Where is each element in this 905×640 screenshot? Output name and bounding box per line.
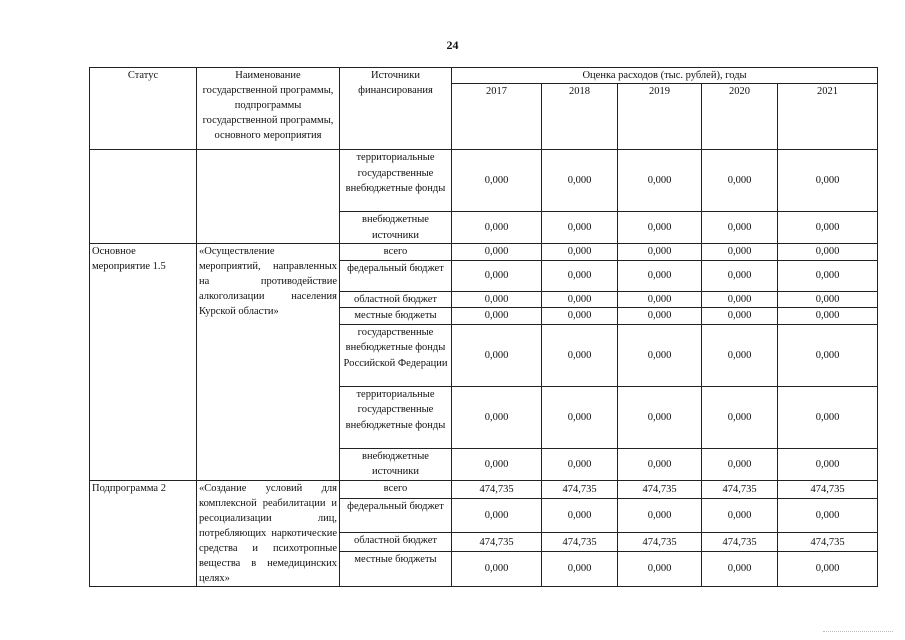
status-cell: Подпрограмма 2	[90, 480, 197, 586]
value-cell: 0,000	[702, 291, 778, 308]
value-cell: 0,000	[452, 212, 542, 244]
value-cell: 0,000	[702, 386, 778, 448]
value-cell: 0,000	[452, 498, 542, 533]
value-cell: 474,735	[542, 533, 618, 551]
value-cell: 474,735	[702, 480, 778, 498]
value-cell: 0,000	[618, 150, 702, 212]
header-estimate: Оценка расходов (тыс. рублей), годы	[452, 68, 878, 84]
value-cell: 0,000	[542, 324, 618, 386]
source-cell: областной бюджет	[340, 533, 452, 551]
value-cell: 0,000	[778, 386, 878, 448]
source-cell: местные бюджеты	[340, 308, 452, 325]
value-cell: 0,000	[618, 291, 702, 308]
header-status: Статус	[90, 68, 197, 150]
value-cell: 0,000	[452, 260, 542, 291]
header-year: 2017	[452, 84, 542, 150]
value-cell: 0,000	[542, 260, 618, 291]
value-cell: 474,735	[778, 480, 878, 498]
source-cell: территориальные государственные внебюджетные фонды	[340, 386, 452, 448]
value-cell: 0,000	[618, 244, 702, 261]
value-cell: 474,735	[702, 533, 778, 551]
value-cell: 0,000	[778, 551, 878, 586]
table-row	[90, 480, 878, 498]
header-sources: Источники финансирования	[340, 68, 452, 150]
page-number: 24	[446, 38, 459, 52]
header-year: 2018	[542, 84, 618, 150]
budget-table	[89, 67, 878, 587]
value-cell: 0,000	[452, 448, 542, 480]
value-cell: 0,000	[702, 448, 778, 480]
value-cell: 0,000	[542, 150, 618, 212]
value-cell: 0,000	[778, 308, 878, 325]
value-cell: 474,735	[618, 533, 702, 551]
value-cell: 0,000	[702, 551, 778, 586]
table-row	[90, 150, 878, 212]
header-name: Наименование государственной программы, подпрограммы государственной программы, основного мероприятия	[197, 68, 340, 150]
value-cell: 0,000	[618, 260, 702, 291]
program-name-cell	[197, 150, 340, 244]
value-cell: 0,000	[702, 308, 778, 325]
value-cell: 0,000	[618, 386, 702, 448]
source-cell: внебюджетные источники	[340, 212, 452, 244]
value-cell: 0,000	[452, 308, 542, 325]
value-cell: 0,000	[778, 498, 878, 533]
source-cell: всего	[340, 480, 452, 498]
value-cell: 474,735	[778, 533, 878, 551]
program-name-cell: «Осуществление мероприятий, направленных на противодействие алкоголизации населения Курской области»	[197, 244, 340, 481]
value-cell: 0,000	[778, 291, 878, 308]
source-cell: территориальные государственные внебюджетные фонды	[340, 150, 452, 212]
source-cell: областной бюджет	[340, 291, 452, 308]
source-cell: внебюджетные источники	[340, 448, 452, 480]
value-cell: 0,000	[702, 212, 778, 244]
header-year: 2019	[618, 84, 702, 150]
value-cell: 0,000	[452, 244, 542, 261]
value-cell: 0,000	[702, 324, 778, 386]
value-cell: 0,000	[542, 386, 618, 448]
value-cell: 474,735	[452, 533, 542, 551]
value-cell: 0,000	[542, 551, 618, 586]
source-cell: государственные внебюджетные фонды Российской Федерации	[340, 324, 452, 386]
value-cell: 0,000	[702, 498, 778, 533]
value-cell: 0,000	[702, 260, 778, 291]
value-cell: 474,735	[542, 480, 618, 498]
value-cell: 0,000	[618, 212, 702, 244]
value-cell: 0,000	[778, 150, 878, 212]
value-cell: 0,000	[618, 551, 702, 586]
value-cell: 0,000	[542, 212, 618, 244]
value-cell: 0,000	[452, 324, 542, 386]
value-cell: 0,000	[452, 150, 542, 212]
header-year: 2021	[778, 84, 878, 150]
status-cell	[90, 150, 197, 244]
scan-mark	[823, 631, 893, 636]
value-cell: 0,000	[778, 448, 878, 480]
value-cell: 0,000	[542, 498, 618, 533]
source-cell: федеральный бюджет	[340, 260, 452, 291]
value-cell: 0,000	[452, 291, 542, 308]
source-cell: местные бюджеты	[340, 551, 452, 586]
header-year: 2020	[702, 84, 778, 150]
table-header	[90, 68, 878, 150]
value-cell: 474,735	[452, 480, 542, 498]
value-cell: 0,000	[542, 291, 618, 308]
value-cell: 0,000	[542, 244, 618, 261]
value-cell: 0,000	[778, 324, 878, 386]
value-cell: 0,000	[542, 308, 618, 325]
table-body	[90, 150, 878, 587]
value-cell: 0,000	[618, 324, 702, 386]
source-cell: всего	[340, 244, 452, 261]
value-cell: 0,000	[452, 551, 542, 586]
value-cell: 474,735	[618, 480, 702, 498]
value-cell: 0,000	[778, 244, 878, 261]
value-cell: 0,000	[702, 244, 778, 261]
table-row	[90, 244, 878, 261]
value-cell: 0,000	[618, 308, 702, 325]
value-cell: 0,000	[542, 448, 618, 480]
value-cell: 0,000	[702, 150, 778, 212]
value-cell: 0,000	[778, 212, 878, 244]
value-cell: 0,000	[618, 448, 702, 480]
value-cell: 0,000	[778, 260, 878, 291]
status-cell: Основное мероприятие 1.5	[90, 244, 197, 481]
value-cell: 0,000	[618, 498, 702, 533]
program-name-cell: «Создание условий для комплексной реабилитации и ресоциализации лиц, потребляющих наркотические средства и психотропные вещества в немедицинских целях»	[197, 480, 340, 586]
source-cell: федеральный бюджет	[340, 498, 452, 533]
value-cell: 0,000	[452, 386, 542, 448]
